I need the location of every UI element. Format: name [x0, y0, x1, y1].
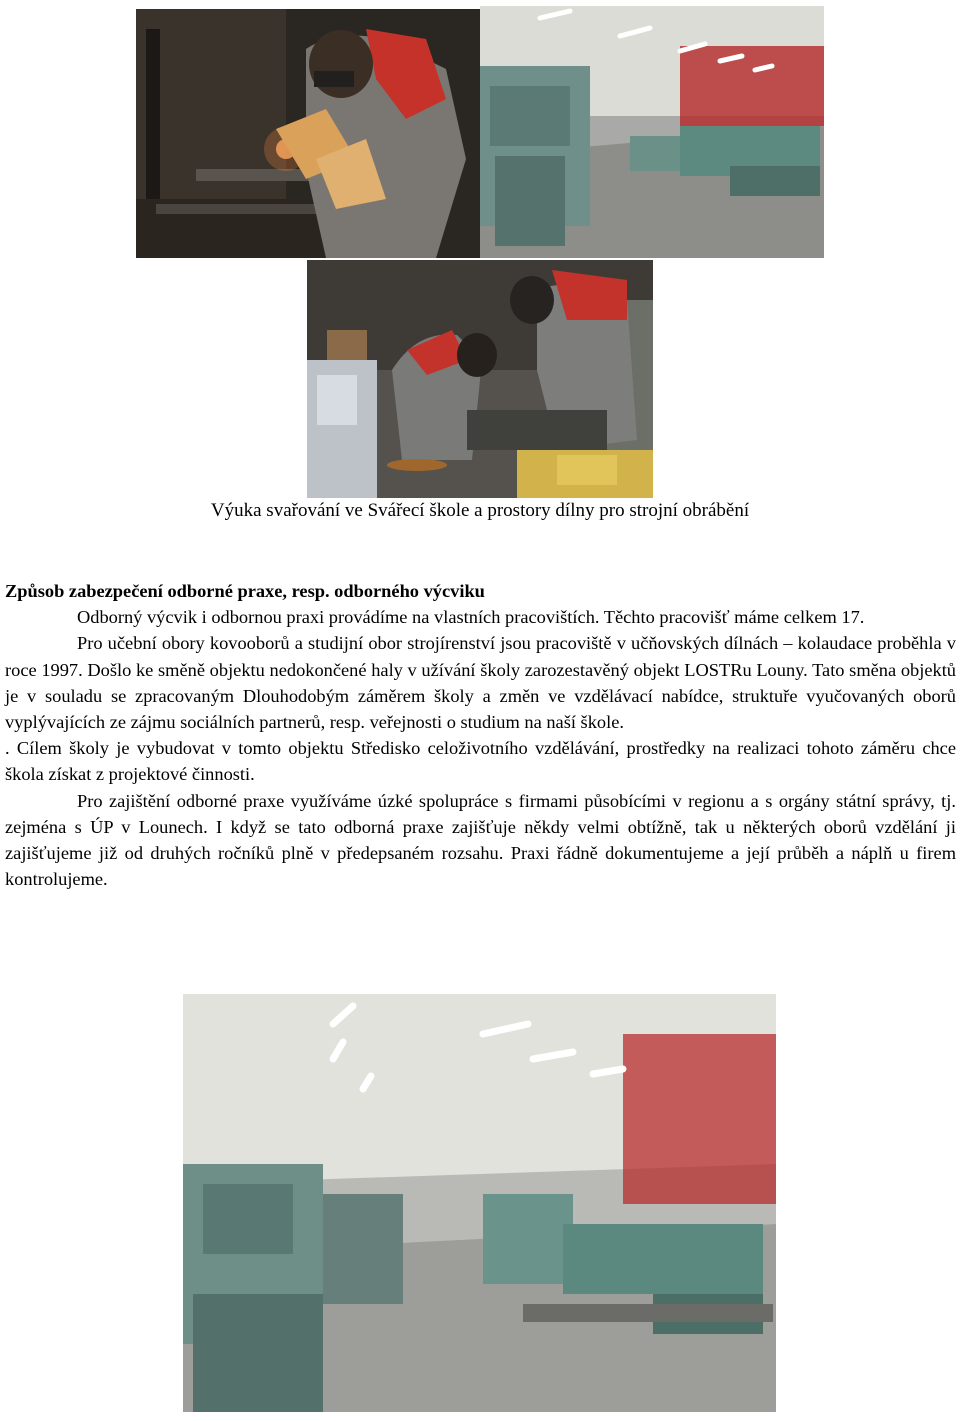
- paragraph-workplaces: Odborný výcvik i odbornou praxi provádíme na vlastních pracovištích. Těchto pracovišť máme celkem 17.: [77, 607, 865, 628]
- practice-section: [5, 578, 956, 892]
- two-welders-photo: [307, 260, 653, 498]
- welding-student-photo: [136, 9, 480, 258]
- machining-workshop-photo: [480, 6, 824, 258]
- machining-hall-photo: [183, 994, 776, 1412]
- photo-caption: Výuka svařování ve Svářecí škole a prostory dílny pro strojní obrábění: [210, 500, 750, 521]
- section-heading: Způsob zabezpečení odborné praxe, resp. odborného výcviku: [5, 581, 485, 601]
- paragraph-lifelong-learning: . Cílem školy je vybudovat v tomto objektu Středisko celoživotního vzdělávání, prostředky na realizaci tohoto záměru chce škola získat z projektové činnosti.: [5, 738, 956, 785]
- paragraph-workshops: Pro učební obory kovooborů a studijní obor strojírenství jsou pracoviště v učňovských dílnách – kolaudace proběhla v roce 1997. Došlo ke směně objektu nedokončené haly v užívání školy zarozestavěný objekt LOSTRu Louny. Tato směna objektů je v souladu se zpracovaným Dlouhodobým záměrem školy a změn ve vzdělávací nabídce, struktuře vyučovaných oborů vyplývajících ze zájmu sociálních partnerů, resp. veřejnosti o studium na naší škole.: [5, 633, 956, 733]
- paragraph-cooperation: Pro zajištění odborné praxe využíváme úzké spolupráce s firmami působícími v regionu a s orgány státní správy, tj. zejména s ÚP v Lounech. I když se tato odborná praxe zajišťuje někdy velmi obtížně, tak u některých oborů vzdělání ji zajišťujeme již od druhých ročníků plně v předepsaném rozsahu. Praxi řádně dokumentujeme a její průběh a náplň u firem kontrolujeme.: [5, 790, 956, 890]
